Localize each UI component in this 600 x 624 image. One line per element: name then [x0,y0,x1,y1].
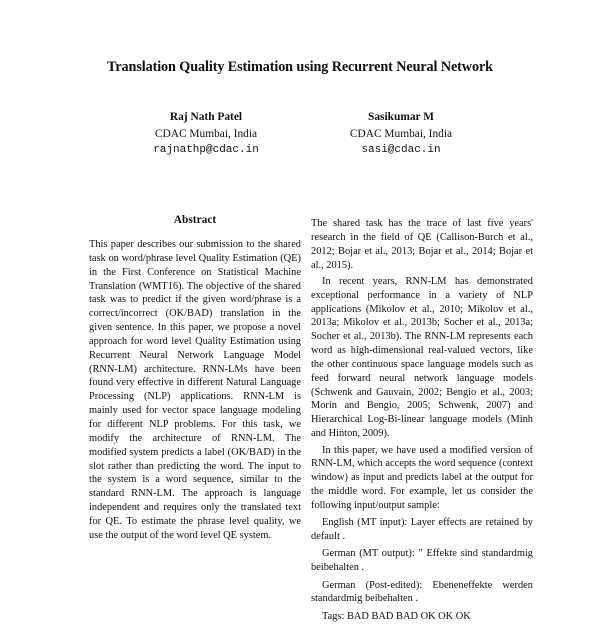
author-email: sasi@cdac.in [361,144,441,156]
example-english: English (MT input): Layer effects are retained by default . [311,517,533,543]
author-block-2 [291,109,511,159]
example-tags: Tags: BAD BAD BAD OK OK OK [322,610,471,622]
abstract-column [89,238,301,543]
paper-title: Translation Quality Estimation using Recurrent Neural Network [107,59,493,75]
intro-paragraph-2: In recent years, RNN-LM has demonstrated exceptional performance in a variety of NLP applications (Mikolov et al., 2010; Mikolov et al., 2013a; Mikolov et al., 2013b; Socher et al., 2013a; Socher et al., 2013b). The RNN-LM represents each word as high-dimensional real-valued vectors, like the other continuous space language models such as feed forward neural network language models (Schwenk and Gauvain, 2002; Bengio et al., 2003; Morin and Bengio, 2005; Schwenk, 2007) and Hierarchical Log-Bi-linear language models (Minh and Hinton, 2009). [311,275,533,440]
example-german-pe: German (Post-edited): Ebeneneffekte werden standardmig beibehalten . [311,579,533,605]
intro-paragraph-1: The shared task has the trace of last five years' research in the field of QE (Callison-Burch et al., 2012; Bojar et al., 2013; Bojar et al., 2014; Bojar et al., 2015). [311,218,533,271]
abstract-heading: Abstract [173,214,217,226]
author-block-1 [96,109,316,159]
example-german-mt: German (MT output): " Effekte sind standardmig beibehalten . [311,548,533,574]
author-affiliation: CDAC Mumbai, India [154,127,258,140]
author-name: Sasikumar M [368,111,434,123]
author-email: rajnathp@cdac.in [153,144,259,156]
intro-paragraph-3: In this paper, we have used a modified version of RNN-LM, which accepts the word sequence (context window) as input and predicts label at the output for the middle word. For example, let us consider the following input/output sample: [311,444,533,511]
author-affiliation: CDAC Mumbai, India [349,127,453,140]
author-name: Raj Nath Patel [169,111,243,123]
intro-column [311,217,533,624]
abstract-text: This paper describes our submission to the shared task on word/phrase level Quality Estimation (QE) in the First Conference on Statistical Machine Translation (WMT16). The objective of the shared task was to predict if the given word/phrase is a correct/incorrect (OK/BAD) translation in the given sentence. In this paper, we propose a novel approach for word level Quality Estimation using Recurrent Neural Network Language Model (RNN-LM) architecture. RNN-LMs have been found very effective in different Natural Language Processing (NLP) applications. RNN-LM is mainly used for vector space language modeling for different NLP problems. For this task, we modify the architecture of RNN-LM. The modified system predicts a label (OK/BAD) in the slot rather than predicting the word. The input to the system is a word sequence, similar to the standard RNN-LM. The approach is language independent and requires only the translated text for QE. To estimate the phrase level quality, we use the output of the word level QE system. [89,239,301,541]
